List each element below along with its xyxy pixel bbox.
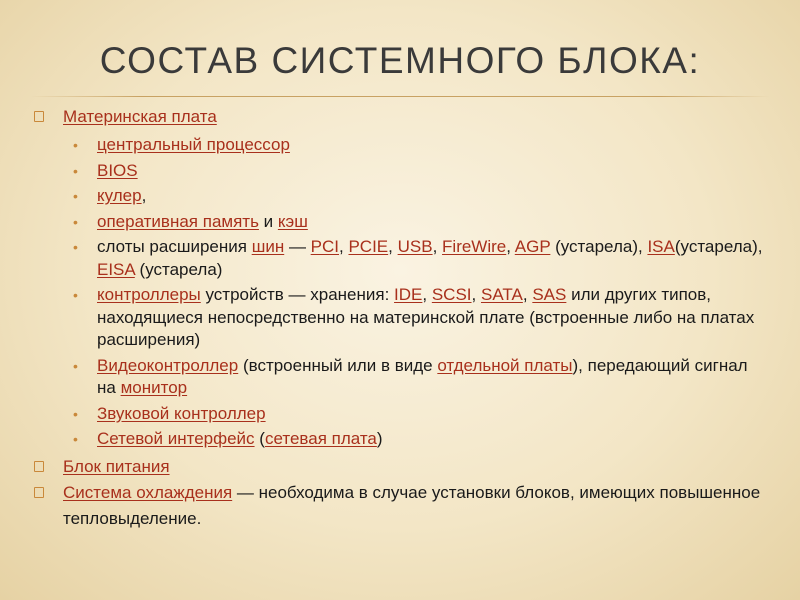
sas-link[interactable]: SAS [532,285,567,304]
ram-link[interactable]: оперативная память [97,211,259,231]
square-bullet-icon [34,487,44,498]
square-bullet-icon [34,461,44,472]
title-divider [30,96,770,97]
isa-note: (устарела), [674,237,763,256]
dot-bullet-icon: • [73,188,78,204]
comma-text: , [522,285,533,304]
controllers-tail: или других типов, находящиеся непосредственно на материнской плате (встроенные либо на платах расширения) [97,285,755,349]
list-item-cooling [34,480,764,532]
dot-bullet-icon: • [73,137,78,153]
network-link[interactable]: Сетевой интерфейс [97,429,255,448]
firewire-link[interactable]: FireWire [442,237,507,256]
dot-bullet-icon: • [73,357,78,374]
list-item-bios [63,160,764,183]
slots-dash: — [284,237,311,256]
cpu-link[interactable]: центральный процессор [97,135,290,154]
comma-text: , [471,285,481,304]
sound-link[interactable]: Звуковой контроллер [97,403,266,423]
comma-text: , [506,237,515,256]
video-text: (встроенный или в виде [238,355,438,375]
bios-link[interactable]: BIOS [97,160,138,180]
net-open: ( [254,429,265,448]
isa-link[interactable]: ISA [647,237,675,256]
list-item-video [63,355,764,400]
monitor-link[interactable]: монитор [120,378,188,397]
eisa-link[interactable]: EISA [97,259,135,279]
agp-link[interactable]: AGP [514,237,551,256]
dot-bullet-icon: • [73,405,78,422]
comma-text: , [422,285,432,304]
list-item-network [63,428,764,451]
list-item-ram [63,211,764,234]
cooling-text: — необходима в случае установки блоков, имеющих повышенное тепловыделение. [63,482,761,528]
dot-bullet-icon: • [73,287,78,303]
dot-bullet-icon: • [73,431,78,447]
main-list [34,104,764,532]
video-text-2: ), передающий сигнал на [97,355,748,397]
dot-bullet-icon: • [73,213,78,230]
dot-bullet-icon: • [73,162,78,179]
list-item-cooler [63,185,764,208]
scsi-link[interactable]: SCSI [431,285,472,304]
controllers-link[interactable]: контроллеры [97,285,201,304]
motherboard-link[interactable]: Материнская плата [63,107,217,126]
motherboard-sublist [63,134,764,451]
list-item-slots [63,236,764,281]
list-item-controllers [63,284,764,352]
list-item-cpu [63,134,764,157]
dot-bullet-icon: • [73,239,78,255]
netcard-link[interactable]: сетевая плата [264,429,377,448]
comma-text: , [388,237,398,256]
pci-link[interactable]: PCI [310,237,340,256]
usb-link[interactable]: USB [397,237,433,256]
net-close: ) [376,429,383,448]
separate-card-link[interactable]: отдельной платы [437,355,573,375]
agp-note: (устарела), [550,237,648,256]
bus-link[interactable]: шин [251,237,285,256]
list-item-sound [63,403,764,426]
cooler-comma: , [141,186,147,205]
ram-and-text: и [258,211,278,231]
slide-title: СОСТАВ СИСТЕМНОГО БЛОКА: [99,40,701,81]
psu-link[interactable]: Блок питания [63,456,170,476]
cooling-link[interactable]: Система охлаждения [63,482,233,502]
slots-text: слоты расширения [97,237,252,256]
sata-link[interactable]: SATA [480,285,523,304]
controllers-text: устройств — хранения: [200,285,395,304]
comma-text: , [432,237,443,256]
ide-link[interactable]: IDE [394,285,423,304]
comma-text: , [339,237,349,256]
pcie-link[interactable]: PCIE [348,237,389,256]
videocontroller-link[interactable]: Видеоконтроллер [97,355,239,375]
cache-link[interactable]: кэш [277,211,308,231]
list-item-motherboard [34,104,764,451]
square-bullet-icon [34,111,44,122]
list-item-psu [34,454,764,480]
eisa-note: (устарела) [134,259,223,279]
slide-content [34,104,764,532]
cooler-link[interactable]: кулер [97,186,142,205]
